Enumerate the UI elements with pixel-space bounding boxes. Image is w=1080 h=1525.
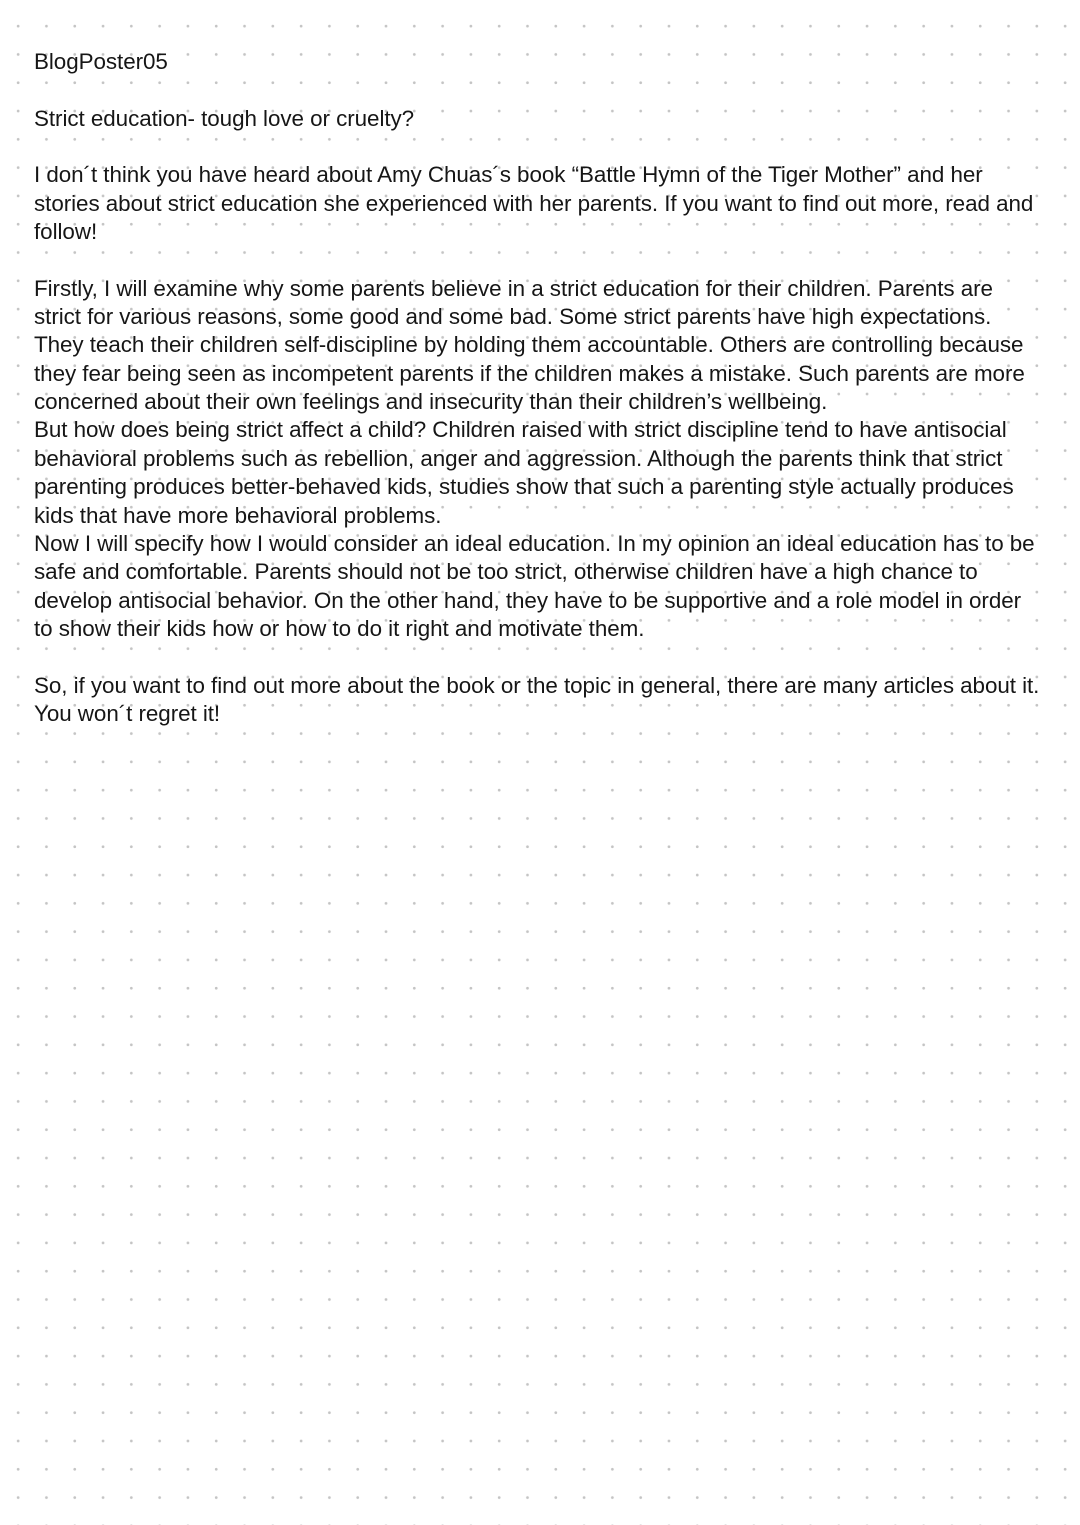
post-title: Strict education- tough love or cruelty? bbox=[34, 105, 415, 131]
intro-paragraph: I don´t think you have heard about Amy Chuas´s book “Battle Hymn of the Tiger Mother” and her stories about strict education she experienced with her parents. If you want to find out more, read and follow! bbox=[34, 162, 1034, 245]
conclusion-paragraph: So, if you want to find out more about the book or the topic in general, there are many articles about it. You won´t regret it! bbox=[34, 672, 1040, 726]
body-paragraph-ideal: Now I will specify how I would consider an ideal education. In my opinion an ideal education has to be safe and comfortable. Parents should not be too strict, otherwise children have a high chance to develop antisocial behavior. On the other hand, they have to be supportive and a role model in order to show their kids how or how to do it right and motivate them. bbox=[34, 530, 1035, 641]
author-name: BlogPoster05 bbox=[34, 49, 168, 74]
body-paragraph-reasons: Firstly, I will examine why some parents believe in a strict education for their children. Parents are strict for various reasons, some good and some bad. Some strict parents have high expectations. They teach their children self-discipline by holding them accountable. Others are controlling because they fear being seen as incompetent parents if the children makes a mistake. Such parents are more concerned about their own feelings and insecurity than their children’s wellbeing. bbox=[34, 275, 1025, 415]
body-paragraph-effects: But how does being strict affect a child? Children raised with strict discipline tend to have antisocial behavioral problems such as rebellion, anger and aggression. Although the parents think that strict parenting produces better-behaved kids, studies show that such a parenting style actually produces kids that have more behavioral problems. bbox=[34, 417, 1014, 528]
